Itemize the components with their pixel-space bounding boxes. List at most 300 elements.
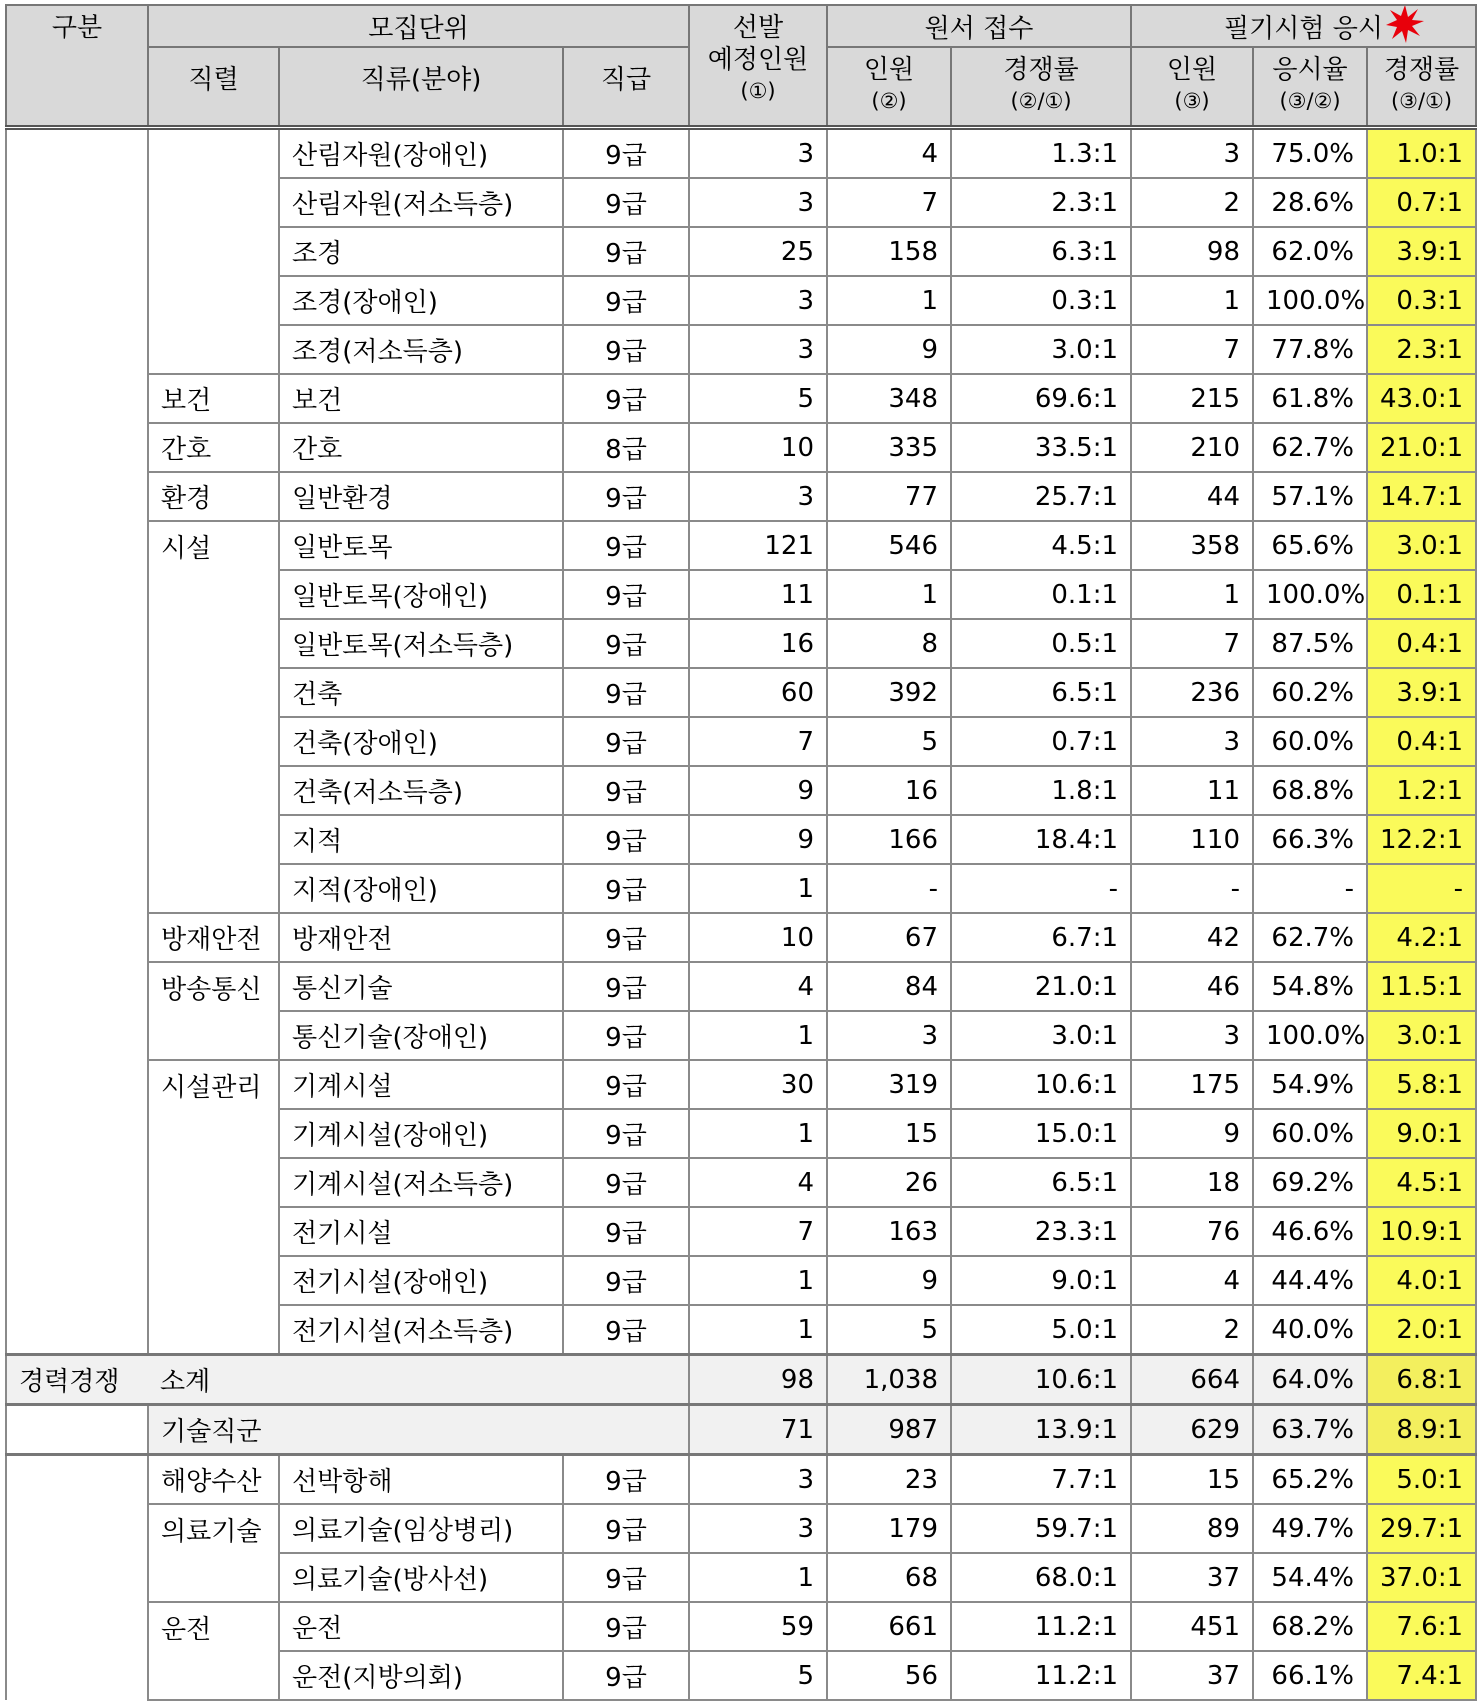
app-rate-cell: 6.5:1 [951,668,1131,717]
category-cell: 의료기술(방사선) [279,1553,563,1602]
applicants-cell: 84 [827,962,951,1011]
examinees-cell: 175 [1131,1060,1253,1109]
examinees-cell: 1 [1131,276,1253,325]
applicants-cell: 7 [827,178,951,227]
applicants-cell: - [827,864,951,913]
applicants-cell: 987 [827,1405,951,1455]
exam-ratio-cell: 61.8% [1253,374,1367,423]
app-rate-cell: 23.3:1 [951,1207,1131,1256]
applicants-cell: 179 [827,1504,951,1553]
gubun-cell [6,423,148,472]
app-rate-cell: 6.7:1 [951,913,1131,962]
table-body [6,128,1476,1701]
planned-cell: 4 [689,1158,827,1207]
table-row [6,1553,1476,1602]
grade-cell: 9급 [563,374,689,423]
grade-cell: 9급 [563,619,689,668]
gubun-cell [6,1207,148,1256]
header-exam-ratio: 응시율 (③/②) [1253,47,1367,128]
exam-rate-cell: 0.7:1 [1367,178,1476,227]
table-row [6,1109,1476,1158]
grade-cell: 9급 [563,1602,689,1651]
applicants-cell: 15 [827,1109,951,1158]
app-rate-cell: 15.0:1 [951,1109,1131,1158]
table-row [6,521,1476,570]
examinees-cell: 2 [1131,1305,1253,1355]
app-rate-cell: 1.8:1 [951,766,1131,815]
examinees-cell: 7 [1131,325,1253,374]
table-row [6,1602,1476,1651]
exam-rate-cell: 4.0:1 [1367,1256,1476,1305]
exam-ratio-cell: 100.0% [1253,1011,1367,1060]
category-cell: 의료기술(임상병리) [279,1504,563,1553]
series-cell [148,1207,279,1256]
series-cell: 운전 [148,1602,279,1651]
exam-rate-cell: 9.0:1 [1367,1109,1476,1158]
examinees-cell: 358 [1131,521,1253,570]
exam-rate-cell: - [1367,864,1476,913]
exam-ratio-cell: 69.2% [1253,1158,1367,1207]
app-rate-cell: 6.5:1 [951,1158,1131,1207]
grade-cell: 9급 [563,570,689,619]
examinees-cell: 110 [1131,815,1253,864]
recruitment-results-table [5,4,1477,1701]
applicants-cell: 1 [827,276,951,325]
exam-ratio-cell: 68.8% [1253,766,1367,815]
planned-cell: 5 [689,374,827,423]
category-cell: 기계시설 [279,1060,563,1109]
series-cell [148,1256,279,1305]
category-cell: 선박항해 [279,1455,563,1505]
series-cell: 시설관리 [148,1060,279,1109]
exam-ratio-cell: 54.9% [1253,1060,1367,1109]
grade-cell: 9급 [563,276,689,325]
applicants-cell: 319 [827,1060,951,1109]
series-cell [148,815,279,864]
table-row [6,717,1476,766]
gubun-cell [6,766,148,815]
app-rate-cell: 3.0:1 [951,1011,1131,1060]
applicants-cell: 392 [827,668,951,717]
grade-cell: 9급 [563,1305,689,1355]
applicants-cell: 9 [827,1256,951,1305]
app-rate-cell: 59.7:1 [951,1504,1131,1553]
header-exam-count: 인원 (③) [1131,47,1253,128]
grade-cell: 9급 [563,1207,689,1256]
planned-cell: 71 [689,1405,827,1455]
planned-cell: 1 [689,1109,827,1158]
applicants-cell: 67 [827,913,951,962]
examinees-cell: 236 [1131,668,1253,717]
exam-ratio-cell: 28.6% [1253,178,1367,227]
series-cell: 방송통신 [148,962,279,1011]
gubun-cell [6,325,148,374]
category-cell: 운전 [279,1602,563,1651]
category-cell: 통신기술(장애인) [279,1011,563,1060]
exam-rate-cell: 0.3:1 [1367,276,1476,325]
examinees-cell: 44 [1131,472,1253,521]
app-rate-cell: 0.1:1 [951,570,1131,619]
applicants-cell: 546 [827,521,951,570]
series-cell [148,276,279,325]
examinees-cell: 451 [1131,1602,1253,1651]
exam-rate-cell: 14.7:1 [1367,472,1476,521]
gubun-cell [6,1011,148,1060]
grade-cell: 9급 [563,1109,689,1158]
table-row [6,128,1476,179]
planned-cell: 5 [689,1651,827,1700]
applicants-cell: 5 [827,1305,951,1355]
grade-cell: 9급 [563,325,689,374]
series-cell [148,178,279,227]
grade-cell: 9급 [563,1256,689,1305]
applicants-cell: 77 [827,472,951,521]
exam-rate-cell: 5.0:1 [1367,1455,1476,1505]
exam-ratio-cell: 60.2% [1253,668,1367,717]
table-row [6,227,1476,276]
category-cell: 일반토목(장애인) [279,570,563,619]
series-cell: 보건 [148,374,279,423]
planned-cell: 10 [689,423,827,472]
grade-cell: 9급 [563,128,689,179]
exam-ratio-cell: 100.0% [1253,570,1367,619]
exam-rate-cell: 1.0:1 [1367,128,1476,179]
app-rate-cell: 10.6:1 [951,1355,1131,1405]
exam-ratio-cell: 62.7% [1253,913,1367,962]
app-rate-cell: 0.3:1 [951,276,1131,325]
exam-rate-cell: 5.8:1 [1367,1060,1476,1109]
planned-cell: 9 [689,815,827,864]
planned-cell: 98 [689,1355,827,1405]
table-row [6,423,1476,472]
planned-cell: 9 [689,766,827,815]
exam-ratio-cell: 62.7% [1253,423,1367,472]
exam-rate-cell: 7.4:1 [1367,1651,1476,1700]
gubun-cell [6,619,148,668]
category-cell: 지적 [279,815,563,864]
table-row [6,1060,1476,1109]
applicants-cell: 166 [827,815,951,864]
table-row [6,1158,1476,1207]
grade-cell: 9급 [563,1060,689,1109]
grade-cell: 9급 [563,1504,689,1553]
grade-cell: 9급 [563,815,689,864]
exam-ratio-cell: 65.2% [1253,1455,1367,1505]
applicants-cell: 23 [827,1455,951,1505]
tech-group-row [6,1405,1476,1455]
table-row [6,668,1476,717]
exam-ratio-cell: 49.7% [1253,1504,1367,1553]
series-cell [148,570,279,619]
exam-rate-cell: 10.9:1 [1367,1207,1476,1256]
app-rate-cell: 2.3:1 [951,178,1131,227]
examinees-cell: 215 [1131,374,1253,423]
applicants-cell: 16 [827,766,951,815]
examinees-cell: 37 [1131,1553,1253,1602]
exam-ratio-cell: 63.7% [1253,1405,1367,1455]
header-application: 원서 접수 [827,5,1131,47]
planned-cell: 3 [689,472,827,521]
grade-cell: 9급 [563,472,689,521]
grade-cell: 8급 [563,423,689,472]
app-rate-cell: 10.6:1 [951,1060,1131,1109]
series-cell [148,1011,279,1060]
examinees-cell: 42 [1131,913,1253,962]
career-subtotal-row [6,1355,1476,1405]
applicants-cell: 56 [827,1651,951,1700]
division-cell: 경력경쟁 [6,1355,148,1405]
exam-rate-cell: 12.2:1 [1367,815,1476,864]
app-rate-cell: 0.5:1 [951,619,1131,668]
app-rate-cell: 33.5:1 [951,423,1131,472]
examinees-cell: 98 [1131,227,1253,276]
exam-rate-cell: 6.8:1 [1367,1355,1476,1405]
grade-cell: 9급 [563,1158,689,1207]
gubun-cell [6,1305,148,1355]
gubun-cell [6,717,148,766]
planned-cell: 10 [689,913,827,962]
series-cell [148,864,279,913]
category-cell: 일반토목(저소득층) [279,619,563,668]
gubun-cell [6,227,148,276]
grade-cell: 9급 [563,1553,689,1602]
category-cell: 간호 [279,423,563,472]
applicants-cell: 68 [827,1553,951,1602]
category-cell: 조경(저소득층) [279,325,563,374]
examinees-cell: 3 [1131,717,1253,766]
examinees-cell: 7 [1131,619,1253,668]
exam-rate-cell: 29.7:1 [1367,1504,1476,1553]
app-rate-cell: 21.0:1 [951,962,1131,1011]
table-row [6,1256,1476,1305]
exam-rate-cell: 0.4:1 [1367,619,1476,668]
planned-cell: 7 [689,1207,827,1256]
exam-ratio-cell: 66.3% [1253,815,1367,864]
app-rate-cell: 0.7:1 [951,717,1131,766]
exam-ratio-cell: 75.0% [1253,128,1367,179]
app-rate-cell: 7.7:1 [951,1455,1131,1505]
exam-rate-cell: 7.6:1 [1367,1602,1476,1651]
table-row [6,1455,1476,1505]
header-recruit-unit: 모집단위 [148,5,689,47]
table-header [6,5,1476,128]
exam-rate-cell: 4.2:1 [1367,913,1476,962]
series-cell: 의료기술 [148,1504,279,1553]
planned-cell: 3 [689,1455,827,1505]
grade-cell: 9급 [563,1455,689,1505]
gubun-cell [6,913,148,962]
category-cell: 전기시설(장애인) [279,1256,563,1305]
applicants-cell: 1,038 [827,1355,951,1405]
examinees-cell: 629 [1131,1405,1253,1455]
category-cell: 산림자원(저소득층) [279,178,563,227]
category-cell: 조경 [279,227,563,276]
planned-cell: 30 [689,1060,827,1109]
planned-cell: 3 [689,178,827,227]
category-cell: 지적(장애인) [279,864,563,913]
planned-cell: 3 [689,276,827,325]
table-row [6,619,1476,668]
exam-ratio-cell: 57.1% [1253,472,1367,521]
category-cell: 일반환경 [279,472,563,521]
examinees-cell: 18 [1131,1158,1253,1207]
exam-ratio-cell: 60.0% [1253,1109,1367,1158]
series-cell [148,766,279,815]
series-cell [148,1158,279,1207]
category-cell: 전기시설(저소득층) [279,1305,563,1355]
app-rate-cell: 18.4:1 [951,815,1131,864]
app-rate-cell: 13.9:1 [951,1405,1131,1455]
category-cell: 건축(장애인) [279,717,563,766]
applicants-cell: 158 [827,227,951,276]
header-series: 직렬 [148,47,279,128]
grade-cell: 9급 [563,1651,689,1700]
exam-rate-cell: 37.0:1 [1367,1553,1476,1602]
header-app-rate: 경쟁률 (②/①) [951,47,1131,128]
exam-rate-cell: 21.0:1 [1367,423,1476,472]
applicants-cell: 4 [827,128,951,179]
applicants-cell: 661 [827,1602,951,1651]
planned-cell: 3 [689,325,827,374]
exam-rate-cell: 8.9:1 [1367,1405,1476,1455]
series-cell: 방재안전 [148,913,279,962]
subtotal-label-cell: 소계 [148,1355,689,1405]
exam-ratio-cell: 100.0% [1253,276,1367,325]
exam-ratio-cell: 87.5% [1253,619,1367,668]
series-cell [148,227,279,276]
table-row [6,1207,1476,1256]
table-row [6,864,1476,913]
planned-cell: 3 [689,1504,827,1553]
app-rate-cell: 11.2:1 [951,1602,1131,1651]
grade-cell: 9급 [563,668,689,717]
gubun-cell [6,668,148,717]
exam-rate-cell: 3.9:1 [1367,668,1476,717]
examinees-cell: 3 [1131,128,1253,179]
examinees-cell: 37 [1131,1651,1253,1700]
category-cell: 일반토목 [279,521,563,570]
applicants-cell: 9 [827,325,951,374]
table-row [6,374,1476,423]
planned-cell: 1 [689,1011,827,1060]
examinees-cell: 2 [1131,178,1253,227]
table-row [6,570,1476,619]
examinees-cell: 4 [1131,1256,1253,1305]
exam-ratio-cell: 54.8% [1253,962,1367,1011]
results-table-wrapper [5,4,1477,1701]
gubun-cell [6,1602,148,1651]
table-row [6,178,1476,227]
series-cell: 간호 [148,423,279,472]
planned-cell: 25 [689,227,827,276]
gubun-cell [6,1455,148,1505]
app-rate-cell: 9.0:1 [951,1256,1131,1305]
exam-rate-cell: 1.2:1 [1367,766,1476,815]
category-cell: 조경(장애인) [279,276,563,325]
applicants-cell: 5 [827,717,951,766]
applicants-cell: 335 [827,423,951,472]
exam-ratio-cell: 62.0% [1253,227,1367,276]
exam-rate-cell: 3.0:1 [1367,521,1476,570]
series-cell: 해양수산 [148,1455,279,1505]
examinees-cell: 9 [1131,1109,1253,1158]
exam-rate-cell: 2.3:1 [1367,325,1476,374]
exam-ratio-cell: 64.0% [1253,1355,1367,1405]
table-row [6,1011,1476,1060]
table-row [6,325,1476,374]
app-rate-cell: 68.0:1 [951,1553,1131,1602]
grade-cell: 9급 [563,962,689,1011]
gubun-cell [6,815,148,864]
category-cell: 방재안전 [279,913,563,962]
examinees-cell: 15 [1131,1455,1253,1505]
gubun-cell [6,1504,148,1553]
exam-ratio-cell: 66.1% [1253,1651,1367,1700]
header-planned: 선발 예정인원 (①) [689,5,827,128]
app-rate-cell: 69.6:1 [951,374,1131,423]
header-exam: 필기시험 응시 [1131,5,1476,47]
gubun-cell [6,1109,148,1158]
planned-cell: 1 [689,1305,827,1355]
grade-cell: 9급 [563,717,689,766]
planned-cell: 4 [689,962,827,1011]
exam-ratio-cell: 40.0% [1253,1305,1367,1355]
exam-ratio-cell: 46.6% [1253,1207,1367,1256]
table-row [6,913,1476,962]
planned-cell: 121 [689,521,827,570]
header-exam-rate: 경쟁률 (③/①) [1367,47,1476,128]
gubun-cell [6,1553,148,1602]
table-row [6,1305,1476,1355]
app-rate-cell: 6.3:1 [951,227,1131,276]
applicants-cell: 8 [827,619,951,668]
table-row [6,766,1476,815]
planned-cell: 1 [689,864,827,913]
grade-cell: 9급 [563,227,689,276]
planned-cell: 59 [689,1602,827,1651]
grade-cell: 9급 [563,521,689,570]
grade-cell: 9급 [563,864,689,913]
examinees-cell: 210 [1131,423,1253,472]
table-row [6,276,1476,325]
series-cell [148,1109,279,1158]
gubun-cell [6,128,148,179]
tech-group-label-cell: 기술직군 [148,1405,689,1455]
examinees-cell: - [1131,864,1253,913]
exam-ratio-cell: 54.4% [1253,1553,1367,1602]
gubun-cell [6,1256,148,1305]
header-category: 직류(분야) [279,47,563,128]
series-cell: 환경 [148,472,279,521]
applicants-cell: 163 [827,1207,951,1256]
planned-cell: 7 [689,717,827,766]
examinees-cell: 3 [1131,1011,1253,1060]
gubun-cell [6,1158,148,1207]
gubun-cell [6,276,148,325]
category-cell: 산림자원(장애인) [279,128,563,179]
gubun-cell [6,1060,148,1109]
planned-cell: 11 [689,570,827,619]
category-cell: 전기시설 [279,1207,563,1256]
exam-rate-cell: 3.0:1 [1367,1011,1476,1060]
grade-cell: 9급 [563,913,689,962]
applicants-cell: 26 [827,1158,951,1207]
gubun-cell [6,570,148,619]
header-grade: 직급 [563,47,689,128]
exam-ratio-cell: - [1253,864,1367,913]
app-rate-cell: 5.0:1 [951,1305,1131,1355]
category-cell: 보건 [279,374,563,423]
